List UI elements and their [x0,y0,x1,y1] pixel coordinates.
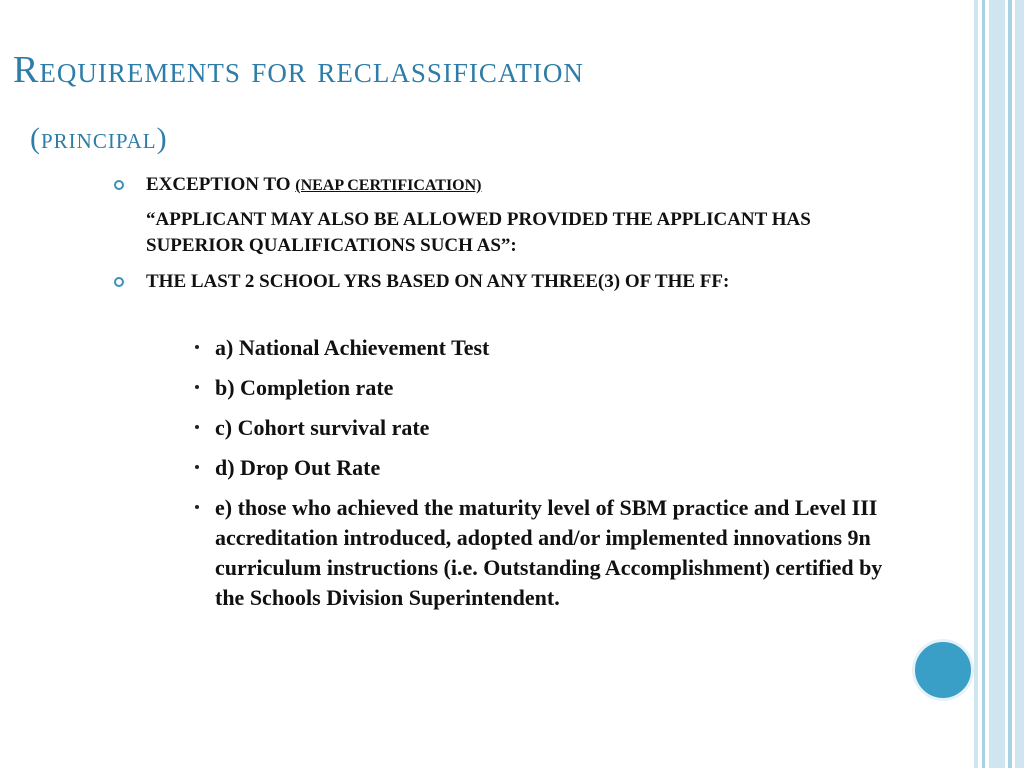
stripe [1008,0,1012,768]
dot-bullet-icon [195,505,199,509]
dot-bullet-icon [195,465,199,469]
bullet-item-exception [110,172,900,259]
sub-item-text: a) National Achievement Test [215,335,490,360]
stripe [989,0,1005,768]
exception-label: EXCEPTION TO [146,174,296,195]
sub-item [195,413,895,443]
sub-item [195,453,895,483]
sub-item-text: b) Completion rate [215,375,394,400]
dot-bullet-icon [195,345,199,349]
decorative-stripes [974,0,1024,768]
dot-bullet-icon [195,385,199,389]
bullet-ring-icon [114,277,124,287]
stripe [974,0,978,768]
slide-title: Requirements for reclassification [13,49,584,91]
exception-quote: “APPLICANT MAY ALSO BE ALLOWED PROVIDED THE APPLICANT HAS SUPERIOR QUALIFICATIONS SUCH AS”: [146,209,811,256]
last-2-years-text: THE LAST 2 SCHOOL YRS BASED ON ANY THREE(3) OF THE FF: [146,271,730,292]
sub-bullet-list [195,333,895,623]
stripe [1015,0,1024,768]
sub-item-text: c) Cohort survival rate [215,415,430,440]
slide-subtitle: (principal) [30,122,168,155]
bullet-item-last-2-years [110,269,900,295]
sub-item [195,493,895,613]
sub-item [195,373,895,403]
neap-certification-link-text: (NEAP CERTIFICATION) [295,177,482,194]
bullet-ring-icon [114,180,124,190]
stripe [982,0,985,768]
sub-item-text: e) those who achieved the maturity level of SBM practice and Level III accreditation introduced, adopted and/or implemented innovations 9n curriculum instructions (i.e. Outstanding Accomplishment) certified by the Schools Division Superintendent. [215,495,883,610]
bullet-list [110,172,900,295]
sub-item [195,333,895,363]
sub-item-text: d) Drop Out Rate [215,455,381,480]
decorative-circle [912,639,974,701]
dot-bullet-icon [195,425,199,429]
